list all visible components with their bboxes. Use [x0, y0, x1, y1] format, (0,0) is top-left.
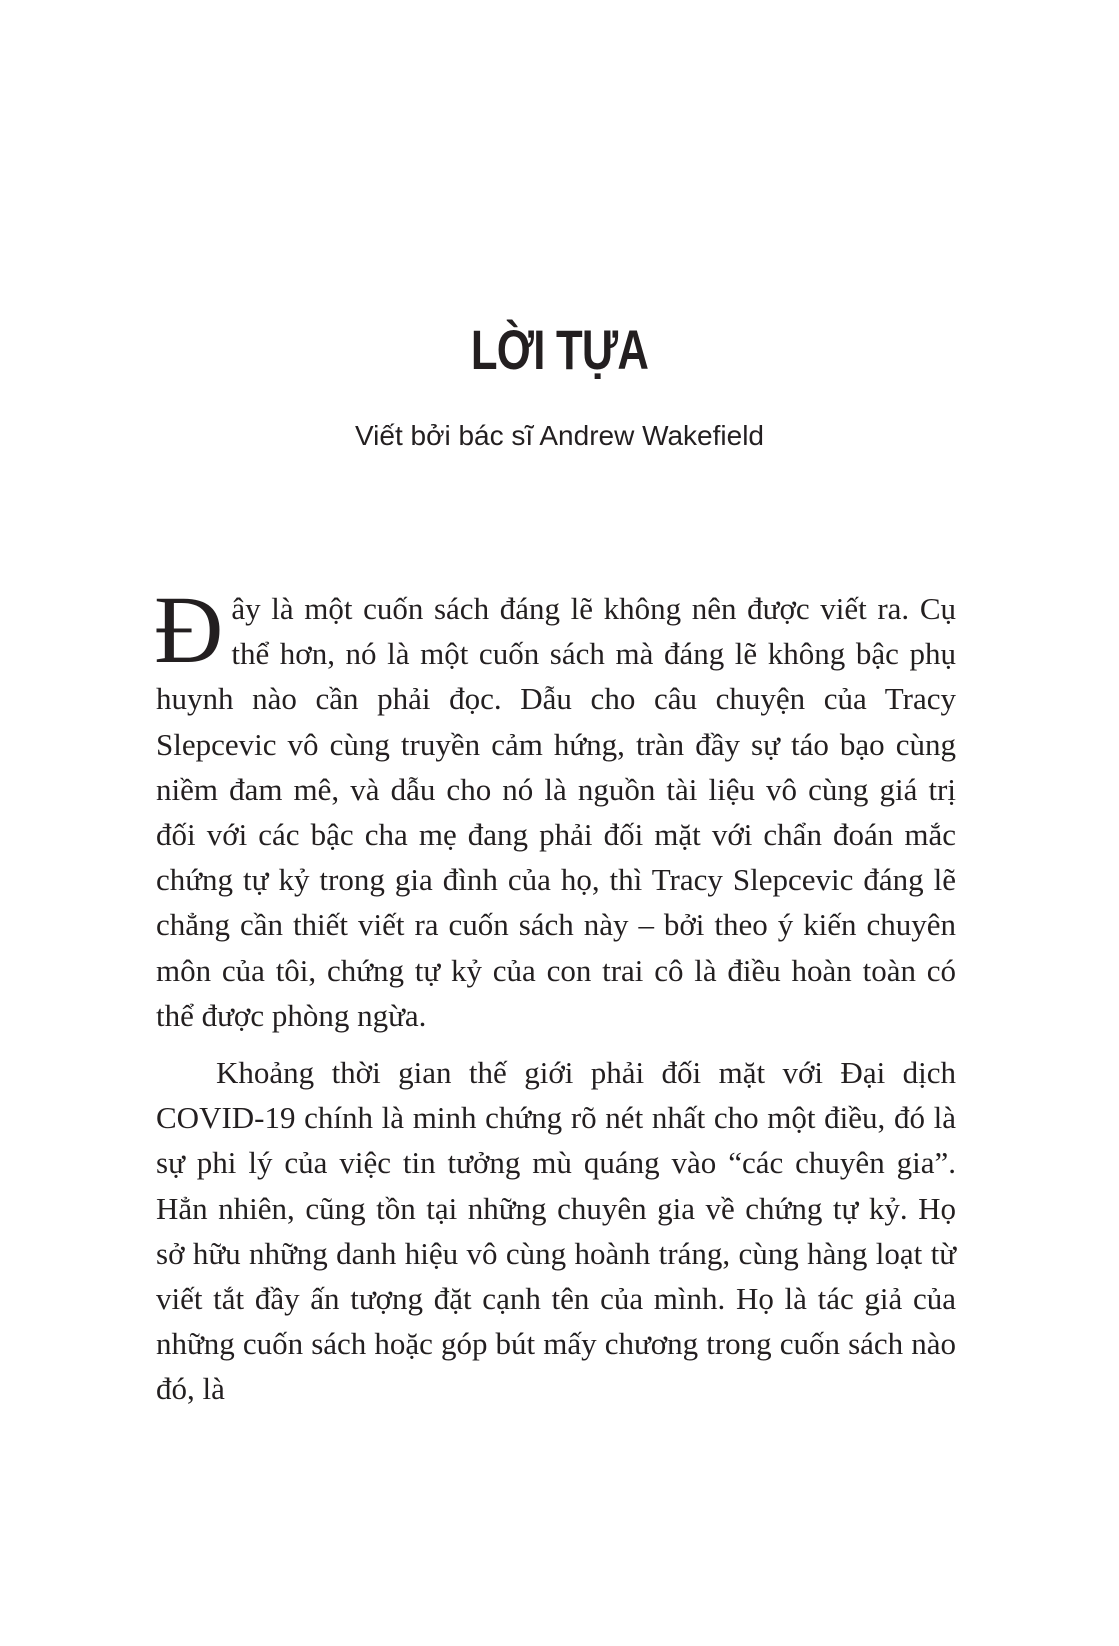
chapter-byline: Viết bởi bác sĩ Andrew Wakefield — [354, 420, 764, 451]
paragraph-1-text: ây là một cuốn sách đáng lẽ không nên được viết ra. Cụ thể hơn, nó là một cuốn sách mà đáng lẽ không bậc phụ huynh nào cần phải đọc. Dẫu cho câu chuyện của Tracy Slepcevic vô cùng truyền cảm hứng, tràn đầy sự táo bạo cùng niềm đam mê, và dẫu cho nó là nguồn tài liệu vô cùng giá trị đối với các bậc cha mẹ đang phải đối mặt với chẩn đoán mắc chứng tự kỷ trong gia đình của họ, thì Tracy Slepcevic đáng lẽ chẳng cần thiết viết ra cuốn sách này – bởi theo ý kiến chuyên môn của tôi, chứng tự kỷ của con trai cô là điều hoàn toàn có thể được phòng ngừa. — [156, 591, 956, 1033]
drop-cap: Đ — [154, 576, 224, 683]
paragraph-1 — [154, 576, 956, 1038]
chapter-title: LỜI TỰA — [470, 318, 649, 381]
body-text — [154, 576, 956, 1412]
paragraph-2: Khoảng thời gian thế giới phải đối mặt với Đại dịch COVID-19 chính là minh chứng rõ nét nhất cho một điều, đó là sự phi lý của việc tin tưởng mù quáng vào “các chuyên gia”. Hẳn nhiên, cũng tồn tại những chuyên gia về chứng tự kỷ. Họ sở hữu những danh hiệu vô cùng hoành tráng, cùng hàng loạt từ viết tắt đầy ấn tượng đặt cạnh tên của mình. Họ là tác giả của những cuốn sách hoặc góp bút mấy chương trong cuốn sách nào đó, là — [156, 1055, 956, 1407]
